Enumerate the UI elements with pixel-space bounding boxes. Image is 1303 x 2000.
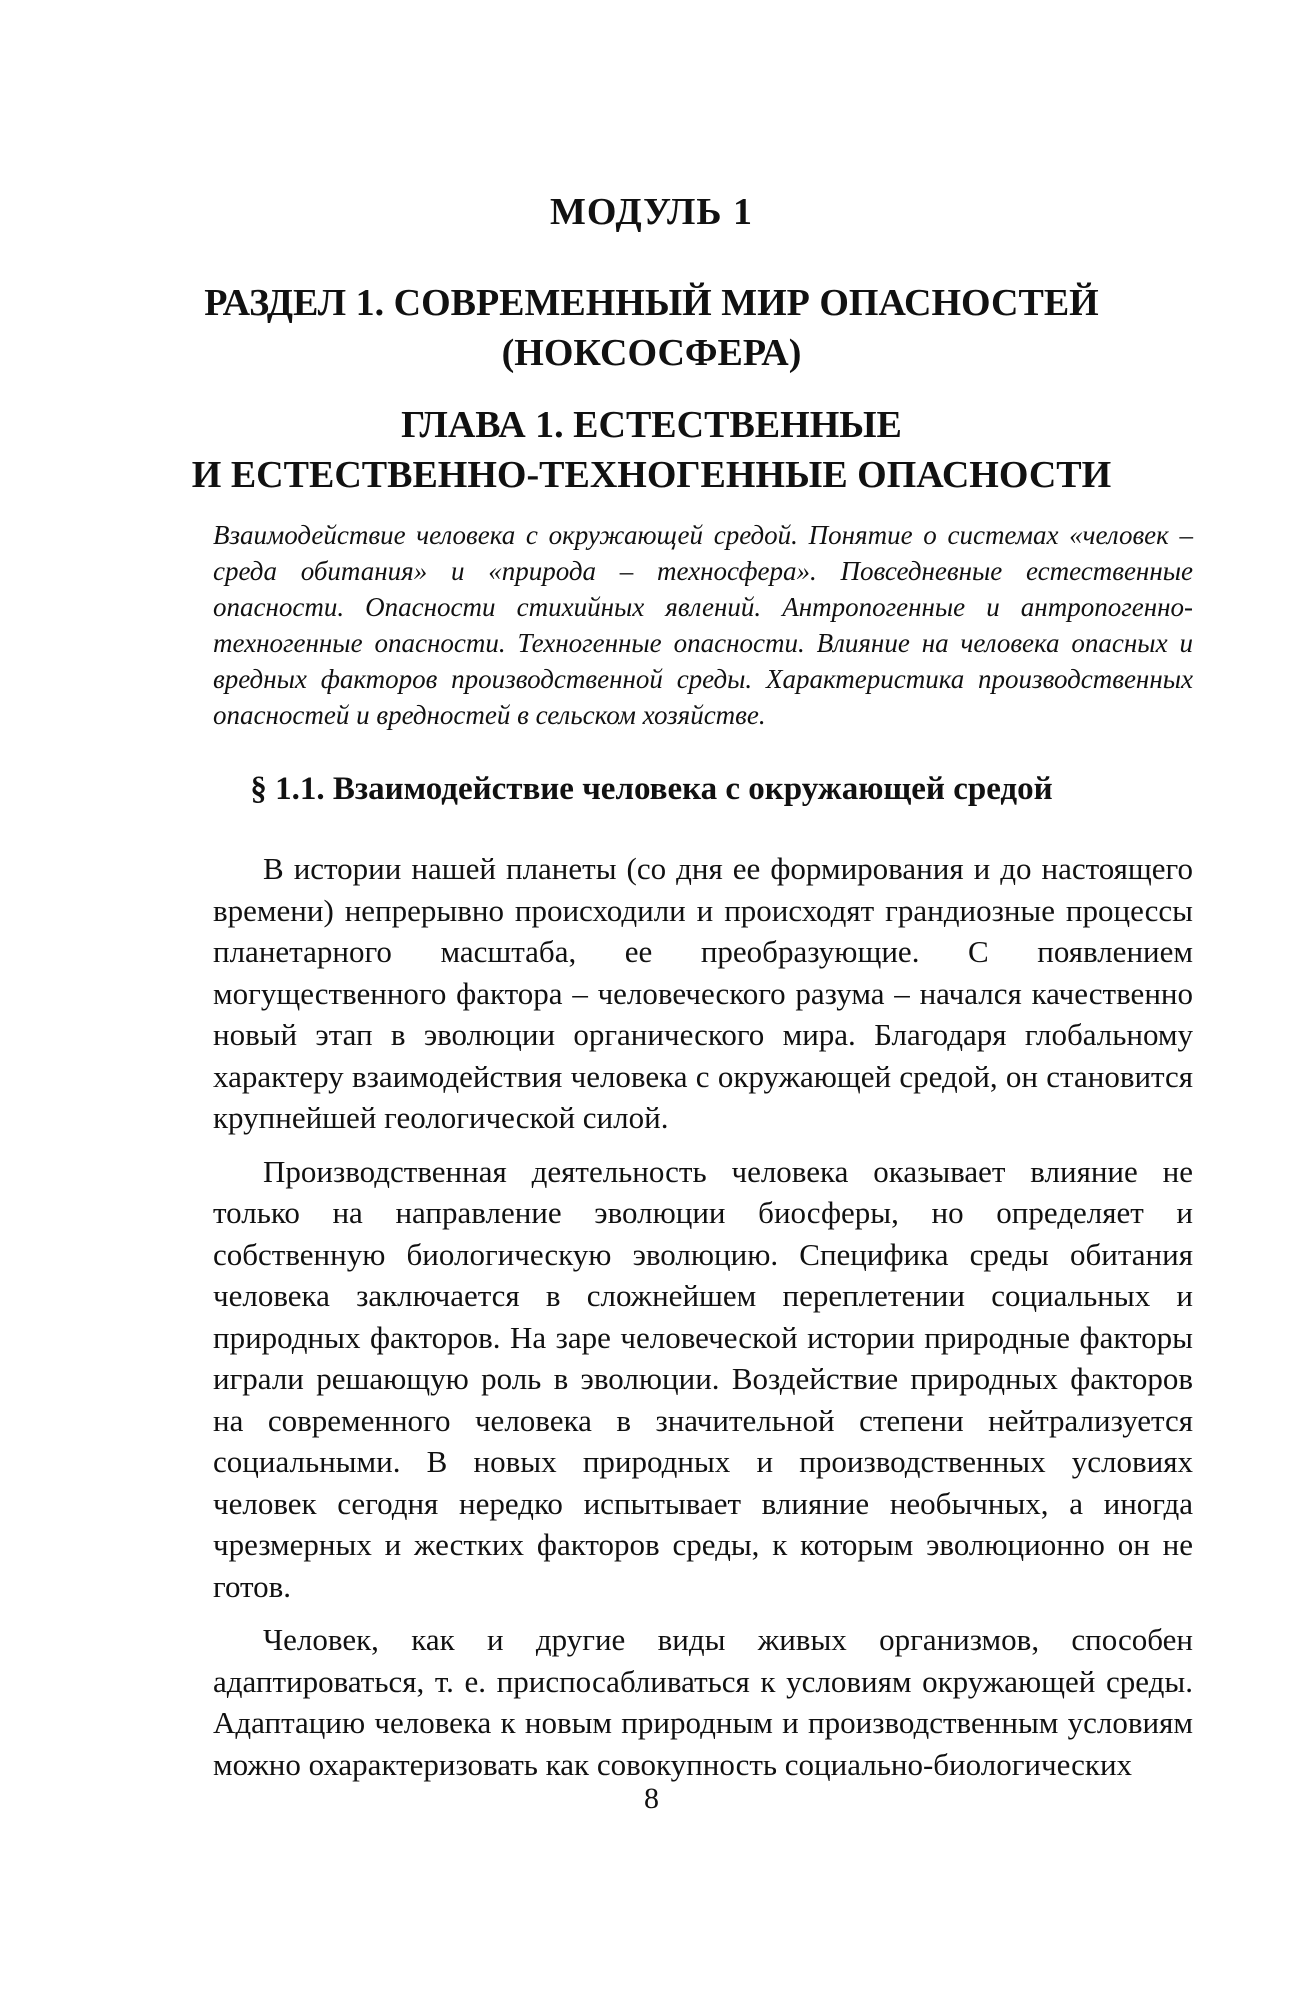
- section-title: [150, 278, 1153, 378]
- paragraph-heading: § 1.1. Взаимодействие человека с окружающей средой: [250, 771, 1053, 807]
- chapter-title-line-2: И ЕСТЕСТВЕННО-ТЕХНОГЕННЫЕ ОПАСНОСТИ: [191, 454, 1112, 496]
- chapter-title-line-1: ГЛАВА 1. ЕСТЕСТВЕННЫЕ: [401, 404, 902, 446]
- section-title-line-2: (НОКСОСФЕРА): [501, 332, 802, 374]
- body-paragraph: Производственная деятельность человека оказывает влияние не только на направление эволюции биосферы, но определяет и собственную биологическую эволюцию. Специфика среды обитания человека заключается в сложнейшем переплетении социальных и природных факторов. На заре человеческой истории природные факторы играли решающую роль в эволюции. Воздействие природных факторов на современного человека в значительной степени нейтрализуется социальными. В новых природных и производственных условиях человек сегодня нередко испытывает влияние необычных, а иногда чрезмерных и жестких факторов среды, к которым эволюционно он не готов.: [213, 1153, 1193, 1604]
- body-paragraph: Человек, как и другие виды живых организмов, способен адаптироваться, т. е. приспосабливаться к условиям окружающей среды. Адаптацию человека к новым природным и производственным условиям можно охарактеризовать как совокупность социально-биологических: [213, 1622, 1193, 1782]
- chapter-abstract: Взаимодействие человека с окружающей средой. Понятие о системах «человек – среда обитания» и «природа – техносфера». Повседневные естественные опасности. Опасности стихийных явлений. Антропогенные и антропогенно-техногенные опасности. Техногенные опасности. Влияние на человека опасных и вредных факторов производственной среды. Характеристика производственных опасностей и вредностей в сельском хозяйстве.: [213, 520, 1193, 730]
- chapter-title: [150, 400, 1153, 500]
- section-title-line-1: РАЗДЕЛ 1. СОВРЕМЕННЫЙ МИР ОПАСНОСТЕЙ: [204, 282, 1099, 324]
- module-title: МОДУЛЬ 1: [550, 191, 753, 233]
- page-number: 8: [644, 1782, 659, 1815]
- body-text: [213, 848, 1193, 1797]
- body-paragraph: В истории нашей планеты (со дня ее формирования и до настоящего времени) непрерывно происходили и происходят грандиозные процессы планетарного масштаба, ее преобразующие. С появлением могущественного фактора – человеческого разума – начался качественно новый этап в эволюции органического мира. Благодаря глобальному характеру взаимодействия человека с окружающей средой, он становится крупнейшей геологической силой.: [213, 851, 1193, 1135]
